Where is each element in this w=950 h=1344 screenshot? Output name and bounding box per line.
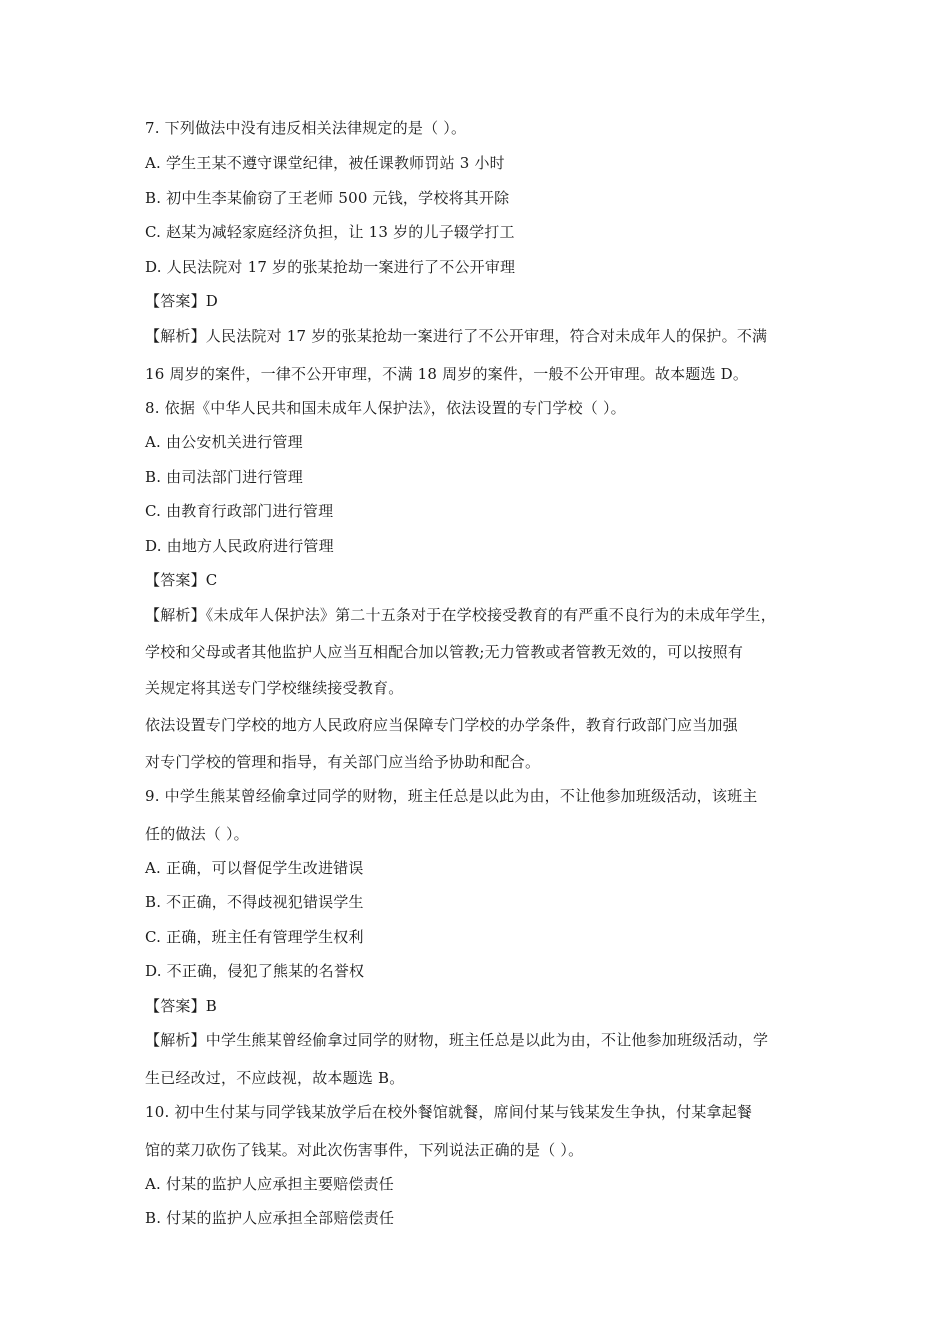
question-8-answer: 【答案】C bbox=[145, 571, 218, 589]
question-7-analysis-line-2: 16 周岁的案件，一律不公开审理，不满 18 周岁的案件，一般不公开审理。故本题选 D。 bbox=[145, 365, 749, 383]
question-9-analysis-line-1: 【解析】中学生熊某曾经偷拿过同学的财物，班主任总是以此为由，不让他参加班级活动，学 bbox=[145, 1031, 769, 1049]
question-9-option-d: D. 不正确，侵犯了熊某的名誉权 bbox=[145, 962, 365, 980]
question-9-answer: 【答案】B bbox=[145, 997, 218, 1015]
question-7-option-d: D. 人民法院对 17 岁的张某抢劫一案进行了不公开审理 bbox=[145, 258, 516, 276]
question-9-stem-line-1: 9. 中学生熊某曾经偷拿过同学的财物，班主任总是以此为由，不让他参加班级活动，该班主 bbox=[145, 787, 758, 805]
question-10-option-a: A. 付某的监护人应承担主要赔偿责任 bbox=[145, 1175, 394, 1193]
question-8-analysis-line-5: 对专门学校的管理和指导，有关部门应当给予协助和配合。 bbox=[145, 753, 541, 771]
question-9-option-b: B. 不正确，不得歧视犯错误学生 bbox=[145, 893, 364, 911]
question-7-option-b: B. 初中生李某偷窃了王老师 500 元钱，学校将其开除 bbox=[145, 189, 510, 207]
question-7-answer: 【答案】D bbox=[145, 292, 219, 310]
question-7-analysis-line-1: 【解析】人民法院对 17 岁的张某抢劫一案进行了不公开审理，符合对未成年人的保护。不满 bbox=[145, 327, 768, 345]
question-9-option-c: C. 正确，班主任有管理学生权利 bbox=[145, 928, 364, 946]
question-7-option-a: A. 学生王某不遵守课堂纪律，被任课教师罚站 3 小时 bbox=[145, 154, 505, 172]
question-8-analysis-line-1: 【解析】《未成年人保护法》第二十五条对于在学校接受教育的有严重不良行为的未成年学生， bbox=[145, 606, 776, 624]
question-8-stem: 8. 依据《中华人民共和国未成年人保护法》，依法设置的专门学校（ ）。 bbox=[145, 399, 626, 417]
question-7-stem: 7. 下列做法中没有违反相关法律规定的是（ ）。 bbox=[145, 119, 467, 137]
question-8-analysis-line-3: 关规定将其送专门学校继续接受教育。 bbox=[145, 679, 404, 697]
question-10-option-b: B. 付某的监护人应承担全部赔偿责任 bbox=[145, 1209, 395, 1227]
question-7-option-c: C. 赵某为减轻家庭经济负担，让 13 岁的儿子辍学打工 bbox=[145, 223, 515, 241]
question-9-option-a: A. 正确，可以督促学生改进错误 bbox=[145, 859, 364, 877]
question-8-analysis-line-4: 依法设置专门学校的地方人民政府应当保障专门学校的办学条件，教育行政部门应当加强 bbox=[145, 716, 738, 734]
question-8-option-c: C. 由教育行政部门进行管理 bbox=[145, 502, 334, 520]
question-9-stem-line-2: 任的做法（ ）。 bbox=[145, 825, 249, 843]
question-8-option-b: B. 由司法部门进行管理 bbox=[145, 468, 303, 486]
question-8-option-d: D. 由地方人民政府进行管理 bbox=[145, 537, 334, 555]
question-9-analysis-line-2: 生已经改过，不应歧视，故本题选 B。 bbox=[145, 1069, 405, 1087]
question-10-stem-line-1: 10. 初中生付某与同学钱某放学后在校外餐馆就餐，席间付某与钱某发生争执，付某拿起餐 bbox=[145, 1103, 753, 1121]
question-8-analysis-line-2: 学校和父母或者其他监护人应当互相配合加以管教;无力管教或者管教无效的，可以按照有 bbox=[145, 643, 744, 661]
question-8-option-a: A. 由公安机关进行管理 bbox=[145, 433, 303, 451]
question-10-stem-line-2: 馆的菜刀砍伤了钱某。对此次伤害事件，下列说法正确的是（ ）。 bbox=[145, 1141, 584, 1159]
